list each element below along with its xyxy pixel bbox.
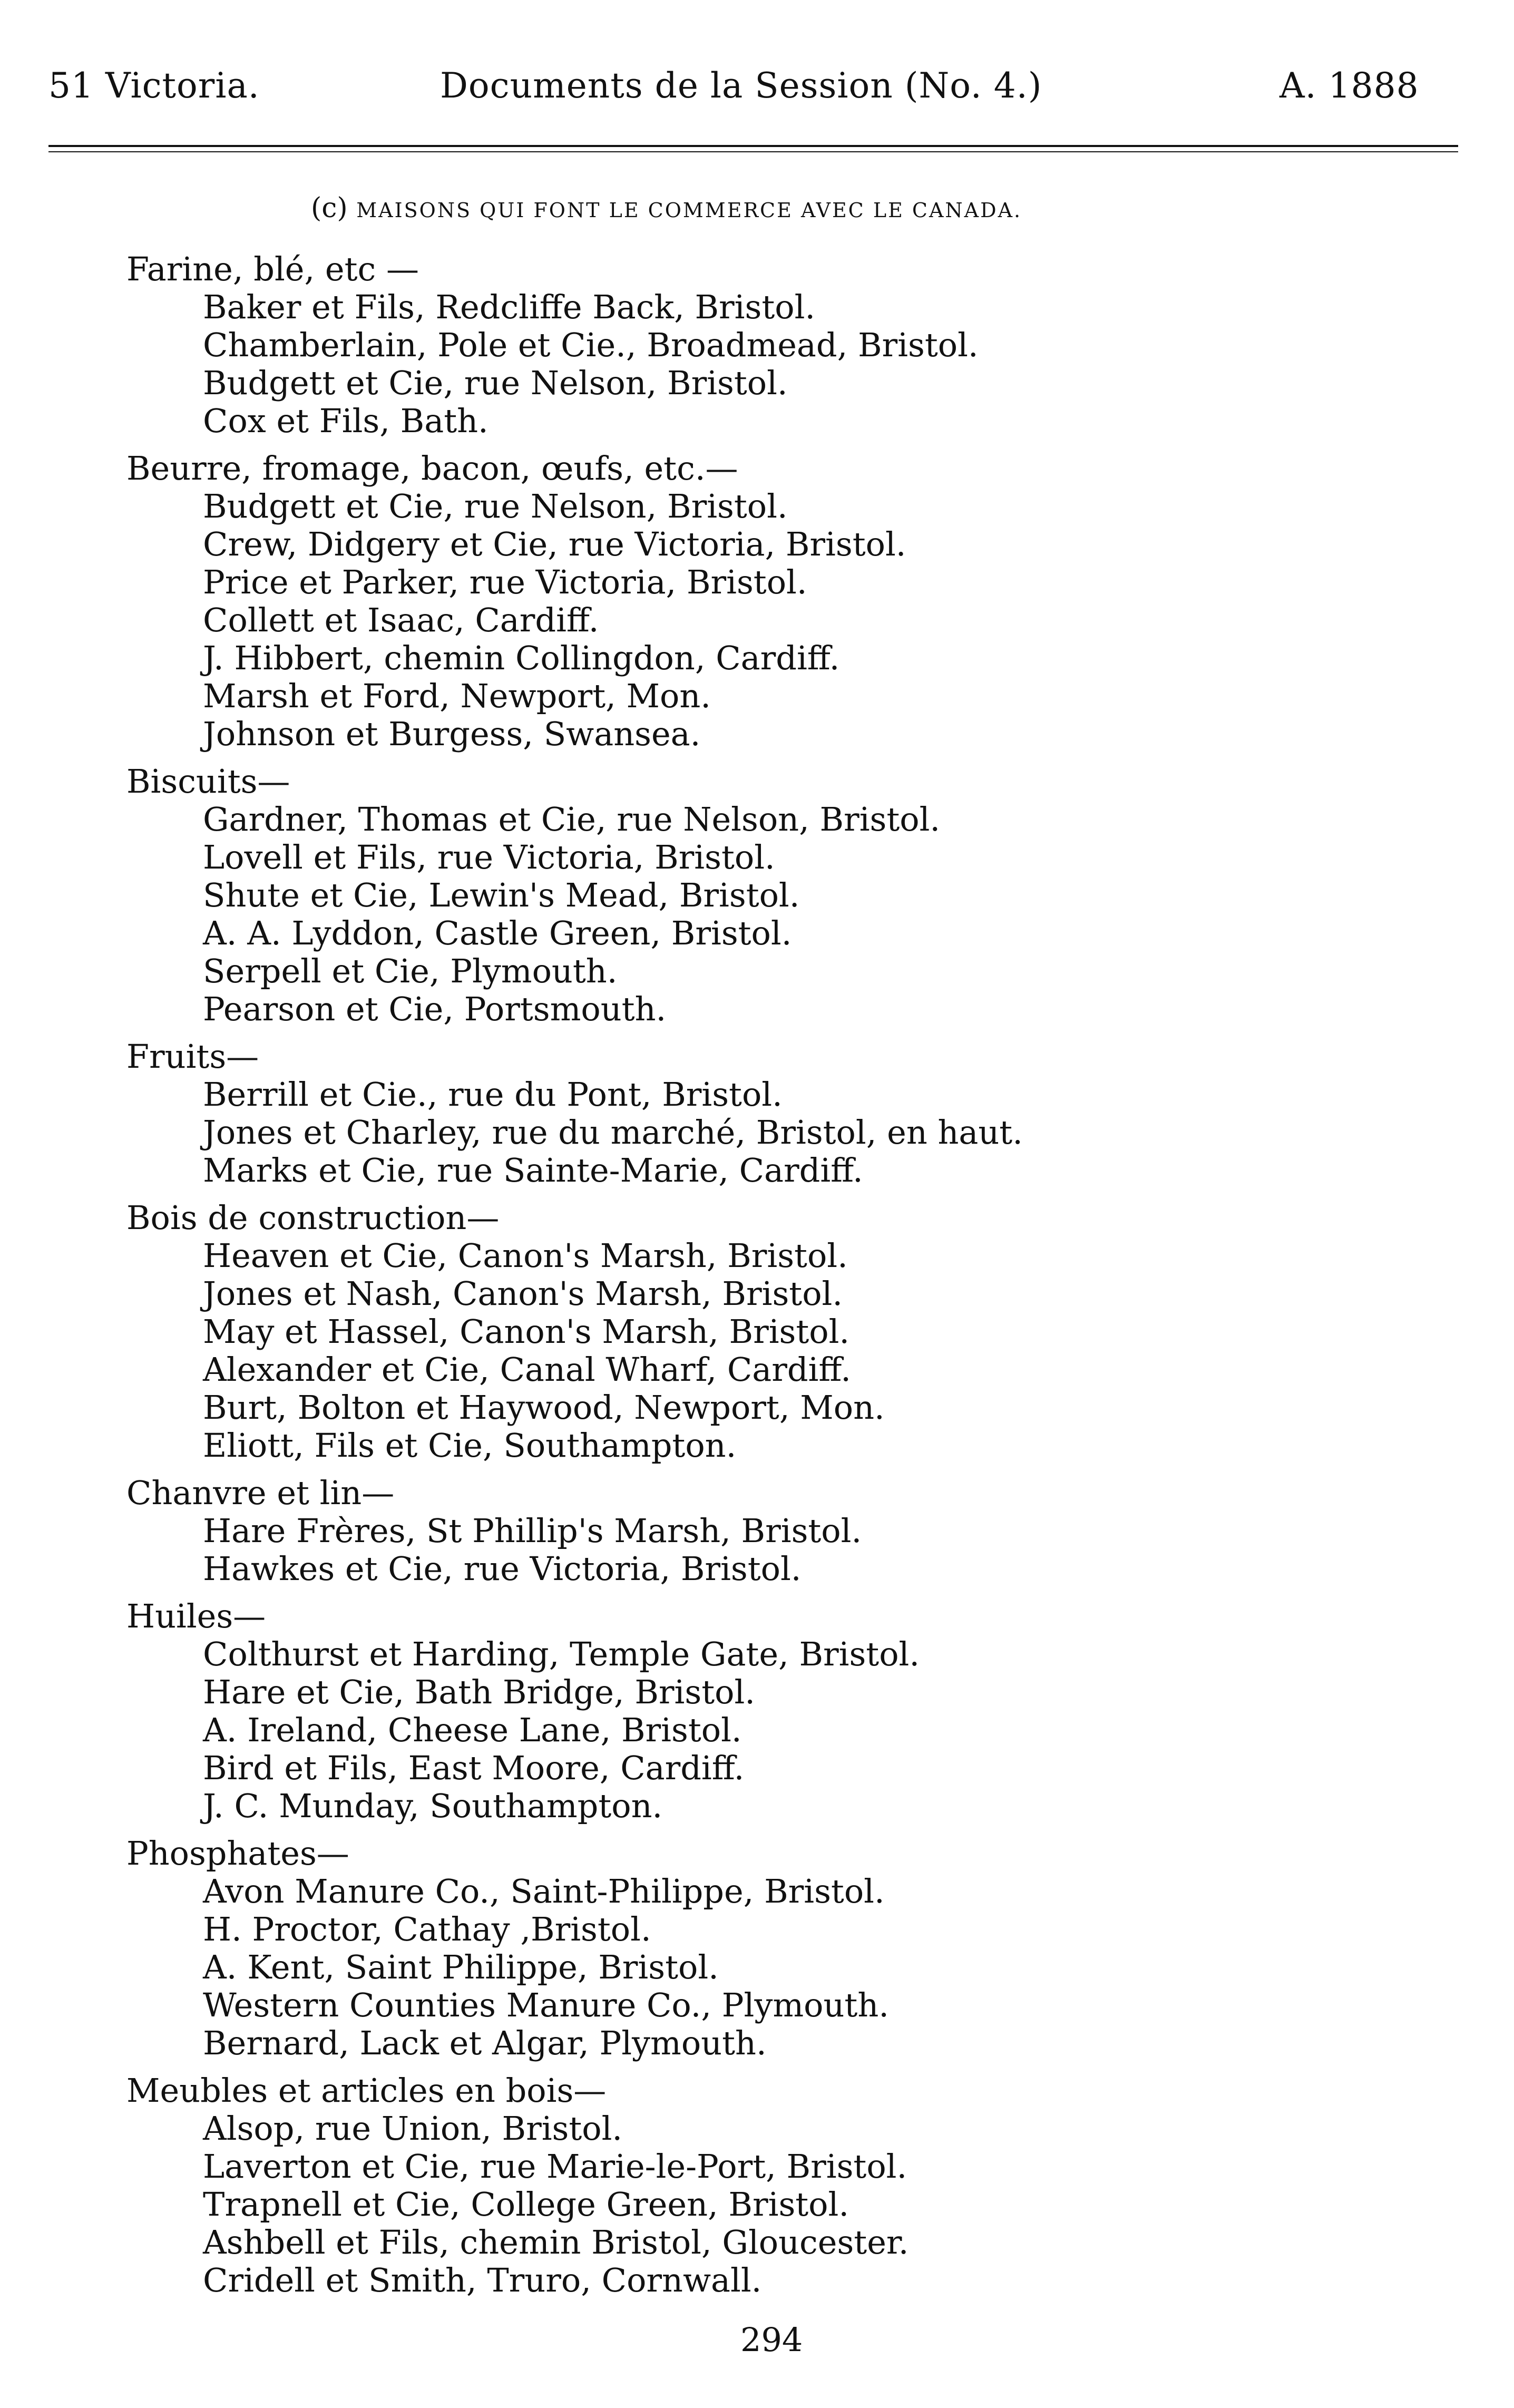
- merchant-entry: Chamberlain, Pole et Cie., Broadmead, Bristol.: [203, 326, 979, 364]
- merchant-entry: Serpell et Cie, Plymouth.: [203, 952, 618, 990]
- merchant-entry: Bird et Fils, East Moore, Cardiff.: [203, 1749, 745, 1787]
- merchant-entry: Crew, Didgery et Cie, rue Victoria, Bristol.: [203, 525, 906, 563]
- merchant-entry: Western Counties Manure Co., Plymouth.: [203, 1986, 889, 2024]
- merchant-entry: Collett et Isaac, Cardiff.: [203, 601, 599, 639]
- merchant-entry: Ashbell et Fils, chemin Bristol, Gloucester.: [203, 2223, 909, 2261]
- merchant-entry: Hawkes et Cie, rue Victoria, Bristol.: [203, 1549, 802, 1588]
- section-heading: MAISONS QUI FONT LE COMMERCE AVEC LE CANADA.: [356, 199, 1022, 222]
- merchant-entry: Shute et Cie, Lewin's Mead, Bristol.: [203, 876, 800, 914]
- merchant-entry: A. Kent, Saint Philippe, Bristol.: [203, 1948, 719, 1986]
- category-heading: Biscuits—: [126, 762, 290, 801]
- header-rule-thick: [48, 145, 1458, 147]
- category-group: [126, 450, 1391, 753]
- category-group: [126, 763, 1391, 1028]
- category-group: [126, 1597, 1391, 1825]
- merchant-entry: Jones et Nash, Canon's Marsh, Bristol.: [203, 1274, 843, 1313]
- category-group: [126, 2072, 1391, 2299]
- merchant-entry: Budgett et Cie, rue Nelson, Bristol.: [203, 364, 788, 402]
- category-heading: Fruits—: [126, 1037, 259, 1076]
- category-heading: Phosphates—: [126, 1834, 349, 1873]
- category-heading: Farine, blé, etc —: [126, 250, 419, 288]
- merchant-entry: Cox et Fils, Bath.: [203, 402, 489, 440]
- merchant-entry: A. Ireland, Cheese Lane, Bristol.: [203, 1711, 742, 1749]
- merchant-entry: Berrill et Cie., rue du Pont, Bristol.: [203, 1075, 783, 1114]
- merchant-entry: Pearson et Cie, Portsmouth.: [203, 990, 667, 1028]
- merchant-entry: Laverton et Cie, rue Marie-le-Port, Bristol.: [203, 2147, 907, 2186]
- section-marker: (c): [311, 192, 348, 224]
- category-heading: Meubles et articles en bois—: [126, 2071, 607, 2110]
- merchant-entry: Hare et Cie, Bath Bridge, Bristol.: [203, 1673, 755, 1711]
- category-heading: Bois de construction—: [126, 1198, 500, 1237]
- running-header-left: 51 Victoria.: [48, 65, 260, 106]
- section-title: [311, 187, 1022, 231]
- page-number: 294: [740, 2321, 803, 2359]
- merchant-entry: Burt, Bolton et Haywood, Newport, Mon.: [203, 1388, 885, 1427]
- header-rule-thin: [48, 151, 1458, 152]
- running-header-title: Documents de la Session (No. 4.): [440, 65, 1042, 106]
- category-group: [126, 1835, 1391, 2062]
- merchant-entry: Alsop, rue Union, Bristol.: [203, 2109, 623, 2148]
- running-header-year: A. 1888: [1279, 65, 1419, 106]
- merchant-entry: Marsh et Ford, Newport, Mon.: [203, 677, 711, 715]
- merchant-directory: [126, 250, 1391, 2309]
- merchant-entry: Colthurst et Harding, Temple Gate, Bristol.: [203, 1635, 920, 1673]
- merchant-entry: Marks et Cie, rue Sainte-Marie, Cardiff.: [203, 1151, 863, 1190]
- merchant-entry: Alexander et Cie, Canal Wharf, Cardiff.: [203, 1350, 851, 1389]
- merchant-entry: Jones et Charley, rue du marché, Bristol, en haut.: [203, 1113, 1023, 1152]
- merchant-entry: May et Hassel, Canon's Marsh, Bristol.: [203, 1312, 850, 1351]
- category-heading: Huiles—: [126, 1597, 266, 1635]
- merchant-entry: Baker et Fils, Redcliffe Back, Bristol.: [203, 288, 816, 326]
- category-group: [126, 1199, 1391, 1465]
- merchant-entry: H. Proctor, Cathay ,Bristol.: [203, 1910, 651, 1948]
- merchant-entry: Eliott, Fils et Cie, Southampton.: [203, 1426, 737, 1465]
- merchant-entry: A. A. Lyddon, Castle Green, Bristol.: [203, 914, 792, 952]
- category-heading: Beurre, fromage, bacon, œufs, etc.—: [126, 449, 738, 488]
- category-group: [126, 1038, 1391, 1190]
- merchant-entry: Bernard, Lack et Algar, Plymouth.: [203, 2024, 767, 2062]
- merchant-entry: Trapnell et Cie, College Green, Bristol.: [203, 2185, 849, 2224]
- merchant-entry: Avon Manure Co., Saint-Philippe, Bristol.: [203, 1872, 885, 1910]
- merchant-entry: Johnson et Burgess, Swansea.: [203, 715, 701, 753]
- merchant-entry: Budgett et Cie, rue Nelson, Bristol.: [203, 487, 788, 525]
- category-group: [126, 250, 1391, 440]
- category-group: [126, 1474, 1391, 1588]
- merchant-entry: J. C. Munday, Southampton.: [203, 1787, 663, 1825]
- category-heading: Chanvre et lin—: [126, 1474, 395, 1512]
- merchant-entry: Heaven et Cie, Canon's Marsh, Bristol.: [203, 1236, 848, 1275]
- merchant-entry: Hare Frères, St Phillip's Marsh, Bristol.: [203, 1512, 862, 1550]
- merchant-entry: Gardner, Thomas et Cie, rue Nelson, Bristol.: [203, 800, 941, 839]
- merchant-entry: Lovell et Fils, rue Victoria, Bristol.: [203, 838, 775, 876]
- merchant-entry: Price et Parker, rue Victoria, Bristol.: [203, 563, 807, 601]
- merchant-entry: J. Hibbert, chemin Collingdon, Cardiff.: [203, 639, 840, 677]
- merchant-entry: Cridell et Smith, Truro, Cornwall.: [203, 2261, 762, 2299]
